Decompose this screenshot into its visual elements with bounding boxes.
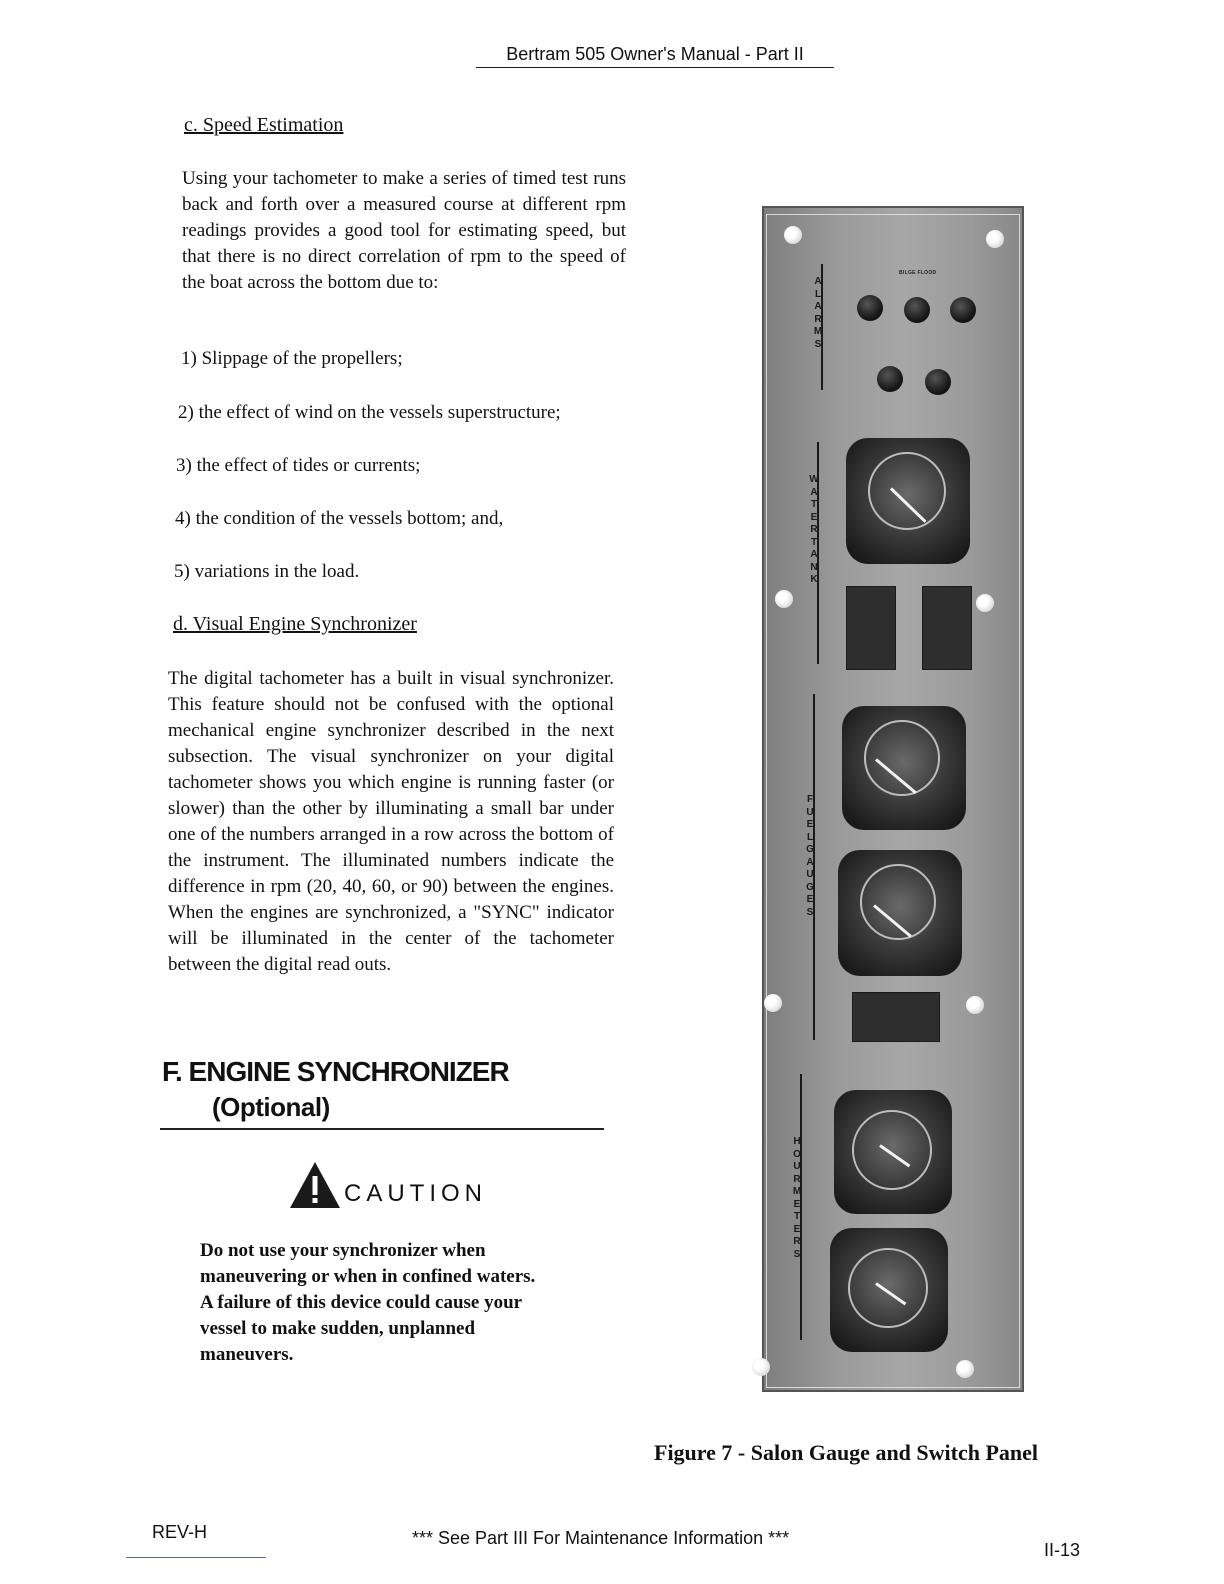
alarms-label: ALARMS xyxy=(813,276,823,350)
footer-rule xyxy=(126,1557,266,1558)
alarm-switch xyxy=(950,297,976,323)
list-item: 4) the condition of the vessels bottom; and, xyxy=(175,508,504,529)
warning-triangle-icon xyxy=(288,1160,342,1210)
screw xyxy=(966,996,984,1014)
screw xyxy=(976,594,994,612)
screw xyxy=(764,994,782,1012)
figure-caption: Figure 7 - Salon Gauge and Switch Panel xyxy=(654,1440,1039,1465)
caution-heading xyxy=(288,1158,487,1210)
list-item: 2) the effect of wind on the vessels superstructure; xyxy=(178,402,561,423)
list-item: 5) variations in the load. xyxy=(174,561,360,582)
alarm-switch xyxy=(857,295,883,321)
section-c-intro: Using your tachometer to make a series of timed test runs back and forth over a measured course at different rpm readings provides a good tool for estimating speed, but that there is no direct correlation of rpm to the speed of the boat across the bottom due to: xyxy=(182,168,626,293)
fuel-gauges-label: FUEL GAUGES xyxy=(806,794,816,918)
gauge-face xyxy=(852,1110,932,1190)
section-d-body: The digital tachometer has a built in visual synchronizer. This feature should not be confused with the optional mechanical engine synchronizer described in the next subsection. The visual synchronizer on your digital tachometer shows you which engine is running faster (or slower) than the other by illuminating a small bar under one of the numbers arranged in a row across the bottom of the instrument. The illuminated numbers indicate the difference in rpm (20, 40, 60, or 90) between the engines. When the engines are synchronized, a "SYNC" indicator will be illuminated in the center of the tachometer between the digital read outs. xyxy=(168,668,614,975)
section-c-title: c. Speed Estimation xyxy=(184,114,344,136)
revision-label: REV-H xyxy=(152,1522,208,1542)
alarm-switch xyxy=(877,366,903,392)
section-f-subtitle: (Optional) xyxy=(212,1092,330,1122)
caution-text: Do not use your synchronizer when maneuvering or when in confined waters. A failure of this device could cause your vessel to make sudden, unplanned maneuvers. xyxy=(200,1240,536,1365)
section-d-title: d. Visual Engine Synchronizer xyxy=(173,613,417,635)
gauge-face xyxy=(868,452,946,530)
alarm-switch xyxy=(925,369,951,395)
screw xyxy=(775,590,793,608)
screw xyxy=(784,226,802,244)
gauge-face xyxy=(848,1248,928,1328)
panel-switch xyxy=(846,586,896,670)
screw xyxy=(986,230,1004,248)
water-tank-label: WATER TANK xyxy=(809,474,821,585)
list-item: 3) the effect of tides or currents; xyxy=(176,455,421,476)
gauge-face xyxy=(860,864,936,940)
page-number: II-13 xyxy=(1044,1540,1081,1560)
hour-meters-label: HOUR METERS xyxy=(792,1136,804,1260)
panel-switch xyxy=(852,992,940,1042)
footer-note: *** See Part III For Maintenance Information *** xyxy=(412,1528,790,1548)
alarm-switch-label: BILGE FLOOD xyxy=(899,270,937,276)
panel-switch xyxy=(922,586,972,670)
running-header: Bertram 505 Owner's Manual - Part II xyxy=(476,44,834,68)
section-rule xyxy=(160,1128,604,1130)
alarm-switch xyxy=(904,297,930,323)
gauge-face xyxy=(864,720,940,796)
screw xyxy=(752,1358,770,1376)
caution-label: CAUTION xyxy=(344,1180,487,1207)
section-f-title: F. ENGINE SYNCHRONIZER xyxy=(162,1056,509,1087)
screw xyxy=(956,1360,974,1378)
list-item: 1) Slippage of the propellers; xyxy=(181,348,403,369)
